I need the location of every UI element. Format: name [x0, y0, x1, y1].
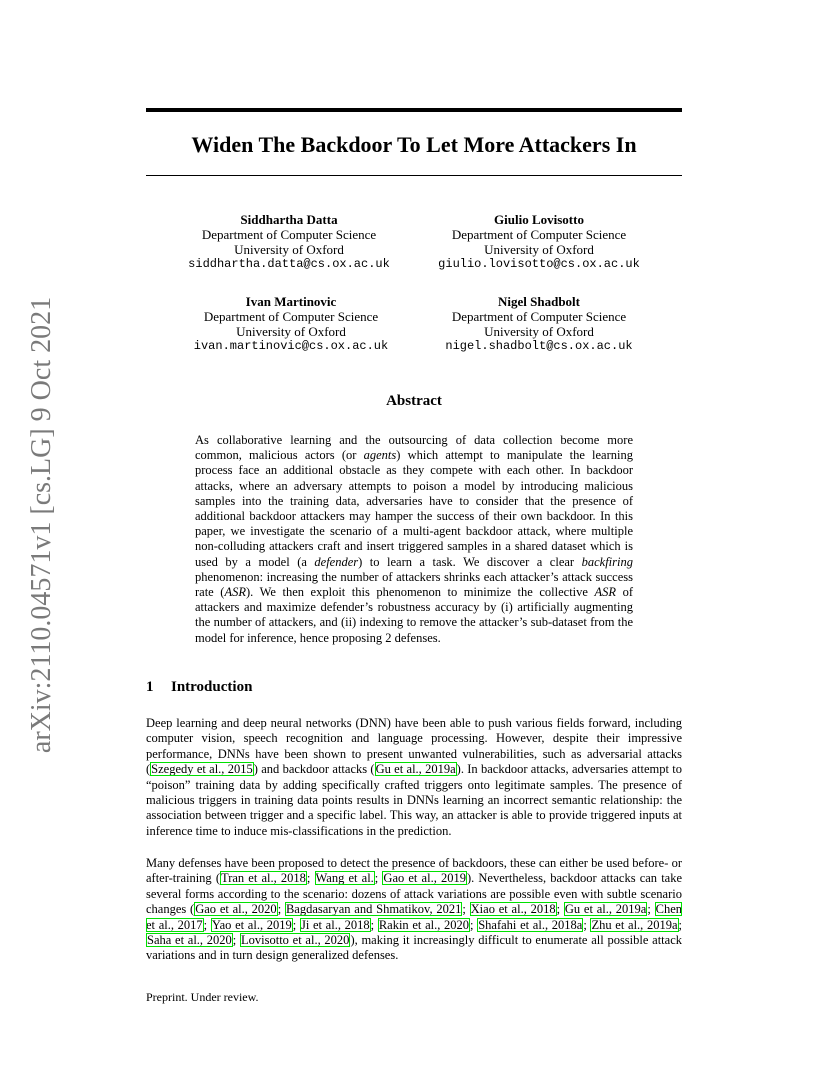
citation-link[interactable]: Wang et al.: [315, 871, 374, 886]
author-block: [409, 212, 669, 272]
paragraph-text: ) and backdoor attacks (: [253, 762, 375, 777]
author-university: University of Oxford: [484, 324, 594, 339]
citation-link[interactable]: Lovisotto et al., 2020: [241, 933, 350, 948]
author-department: Department of Computer Science: [201, 227, 377, 242]
abstract-segment: phenomenon: increasing the number of attackers shrinks each attacker’s attack success rate (: [195, 569, 633, 600]
introduction-paragraph: [146, 716, 682, 839]
arxiv-identifier: arXiv:2110.04571v1 [cs.LG] 9 Oct 2021: [26, 296, 57, 754]
citation-link[interactable]: Ji et al., 2018: [300, 917, 370, 932]
author-department: Department of Computer Science: [203, 309, 379, 324]
paragraph-text: Deep learning and deep neural networks (DNN) have been able to push various fields forward, including computer vision, speech recognition and language processing. However, despite their impressive performance, DNNs have been shown to present unwanted vulnerabilities, such as adversarial attacks (: [146, 716, 682, 777]
section-heading: [146, 678, 682, 696]
abstract-emphasis: defender: [314, 554, 359, 569]
author-block: [159, 212, 419, 272]
paragraph-text: ), making it increasingly difficult to enumerate all possible attack variations and in turn design generalized defenses.: [146, 933, 682, 963]
title-top-rule: [146, 108, 682, 112]
abstract-segment: ) which attempt to manipulate the learning process face an additional obstacle as they compete with each other. In backdoor attacks, where an adversary attempts to poison a model by introducing malicious samples into the training data, adversaries have to consider that the presence of additional backdoor attackers may hamper the success of their own backdoor. In this paper, we investigate the scenario of a multi-agent backdoor attack, where multiple non-colluding attackers craft and insert triggered samples in a shared dataset which is used by a model (a: [195, 448, 633, 569]
author-name: Giulio Lovisotto: [494, 212, 584, 227]
abstract-text: [195, 433, 633, 646]
author-name: Nigel Shadbolt: [498, 294, 580, 309]
citation-link[interactable]: Szegedy et al., 2015: [151, 762, 253, 777]
author-block: [161, 294, 421, 354]
citation-link[interactable]: Tran et al., 2018: [221, 871, 306, 886]
abstract-segment: ) to learn a task. We discover a clear: [358, 554, 582, 569]
author-name: Siddhartha Datta: [240, 212, 338, 227]
preprint-footer: Preprint. Under review.: [146, 990, 259, 1004]
author-email: nigel.shadbolt@cs.ox.ac.uk: [445, 339, 633, 353]
citation-link[interactable]: Zhu et al., 2019a: [591, 917, 678, 932]
author-department: Department of Computer Science: [451, 309, 627, 324]
abstract-segment: As collaborative learning and the outsourcing of data collection become more common, malicious actors (or: [195, 433, 633, 463]
abstract-emphasis: ASR: [224, 585, 246, 600]
author-email: ivan.martinovic@cs.ox.ac.uk: [193, 339, 389, 353]
citation-link[interactable]: Gu et al., 2019a: [375, 762, 456, 777]
abstract-segment: ). We then exploit this phenomenon to minimize the collective: [245, 585, 595, 600]
citation-link[interactable]: Shafahi et al., 2018a: [478, 917, 583, 932]
abstract-heading: Abstract: [386, 393, 442, 409]
citation-link[interactable]: Chen et al., 2017: [146, 902, 682, 932]
paragraph-text: ). Nevertheless, backdoor attacks can take several forms according to the scenario: dozens of attack variations are possible even with subtle scenario changes (: [146, 871, 683, 917]
citation-link[interactable]: Gu et al., 2019a: [564, 902, 647, 917]
title-bottom-rule: [146, 175, 682, 176]
abstract-segment: of attackers and maximize defender’s robustness accuracy by (i) artificially augmenting the number of attackers, and (ii) indexing to remove the attacker’s sub-dataset from the model for inference, hence proposing 2 defenses.: [195, 585, 633, 645]
arxiv-stamp: [20, 296, 64, 754]
author-department: Department of Computer Science: [451, 227, 627, 242]
citation-link[interactable]: Gao et al., 2020: [195, 902, 277, 917]
citation-link[interactable]: Rakin et al., 2020: [378, 917, 470, 932]
paragraph-text: ). In backdoor attacks, adversaries attempt to “poison” training data by adding specifically crafted triggers onto legitimate samples. The presence of malicious triggers in training data points results in DNNs learning an incorrect semantic relationship: the association between trigger and a specific label. This way, an attacker is able to provide triggered inputs at inference time to induce mis-classifications in the prediction.: [146, 762, 682, 838]
author-name: Ivan Martinovic: [245, 294, 337, 309]
paragraph-text: Many defenses have been proposed to detect the presence of backdoors, these can either be used before- or after-training (: [146, 856, 682, 886]
section-number: 1: [146, 679, 154, 695]
author-email: giulio.lovisotto@cs.ox.ac.uk: [438, 257, 640, 271]
abstract-emphasis: ASR: [594, 585, 617, 600]
introduction-paragraph: Many defenses have been proposed to detect the presence of backdoors, these can either be used before- or after-training (Tran et al., 2018; Wang et al.; Gao et al., 2019). Nevertheless, backdoor attacks can take several forms according to the scenario: dozens of attack variations are possible even with subtle scenario changes (Gao et al., 2020; Bagdasaryan and Shmatikov, 2021; Xiao et al., 2018; Gu et al., 2019a; Chen et al., 2017; Yao et al., 2019; Ji et al., 2018; Rakin et al., 2020; Shafahi et al., 2018a; Zhu et al., 2019a; Saha et al., 2020; Lovisotto et al., 2020), making it increasingly difficult to enumerate all possible attack variations and in turn design generalized defenses.: [146, 856, 683, 963]
author-email: siddhartha.datta@cs.ox.ac.uk: [188, 257, 390, 271]
author-block: [409, 294, 669, 354]
author-university: University of Oxford: [484, 242, 594, 257]
paper-title: Widen The Backdoor To Let More Attackers In: [191, 132, 637, 157]
citation-link[interactable]: Saha et al., 2020: [147, 933, 232, 948]
abstract-emphasis: agents: [363, 448, 397, 463]
section-title: Introduction: [171, 679, 253, 695]
author-university: University of Oxford: [236, 324, 346, 339]
author-university: University of Oxford: [234, 242, 344, 257]
abstract-emphasis: backfiring: [581, 554, 633, 569]
citation-link[interactable]: Gao et al., 2019: [383, 871, 466, 886]
citation-link[interactable]: Xiao et al., 2018: [470, 902, 556, 917]
citation-link[interactable]: Yao et al., 2019: [211, 917, 292, 932]
citation-link[interactable]: Bagdasaryan and Shmatikov, 2021: [285, 902, 462, 917]
